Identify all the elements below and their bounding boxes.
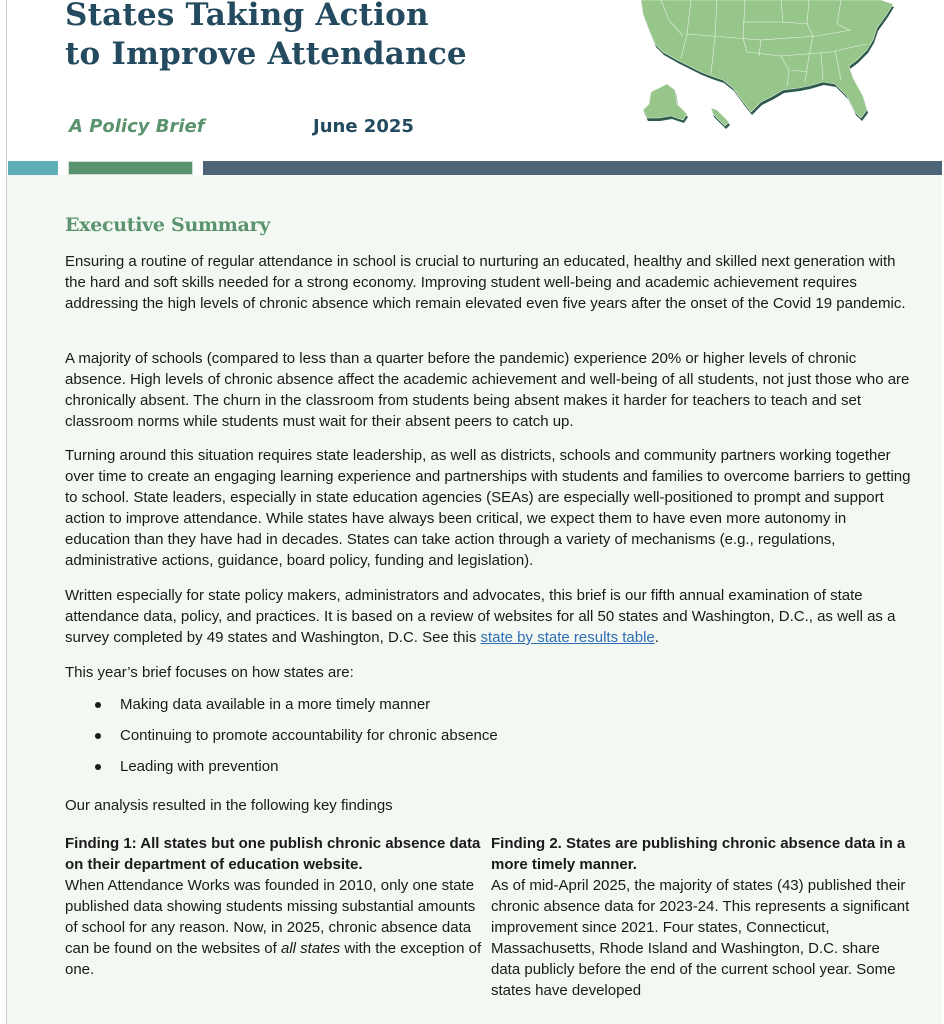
findings-intro: Our analysis resulted in the following key findings bbox=[65, 797, 393, 814]
bullet-icon bbox=[95, 764, 101, 770]
state-results-table-link[interactable]: state by state results table bbox=[480, 629, 655, 646]
summary-paragraph-1: Ensuring a routine of regular attendance in school is crucial to nurturing an educated, healthy and skilled next generation with the hard and soft skills needed for a strong economy. Improving student well-being and academic achievement requires addressing the high levels of chronic absence which remain elevated even five years after the onset of the Covid 19 pandemic. bbox=[65, 253, 906, 312]
list-item bbox=[93, 725, 498, 756]
finding-1-title: Finding 1: All states but one publish chronic absence data on their department of education website. bbox=[65, 835, 481, 873]
decorative-bar-slate bbox=[203, 161, 942, 175]
list-item bbox=[93, 756, 498, 787]
publication-date: June 2025 bbox=[313, 116, 414, 137]
list-item-text: Making data available in a more timely manner bbox=[120, 696, 431, 713]
paragraph-text: Written especially for state policy makers, administrators and advocates, this brief is our fifth annual examination of state attendance data, policy, and practices. It is based on a review of websites for all 50 states and Washington, D.C., as well as a survey completed by 49 states and Washington, D.C. See this bbox=[65, 587, 896, 646]
finding-1-text-end: with the exception of one. bbox=[65, 940, 482, 978]
list-item-text: Leading with prevention bbox=[120, 758, 279, 775]
list-item bbox=[93, 694, 498, 725]
document-page bbox=[6, 0, 942, 1024]
page-header bbox=[7, 0, 943, 160]
list-item-text: Continuing to promote accountability for chronic absence bbox=[120, 727, 498, 744]
finding-1 bbox=[65, 833, 485, 980]
document-title bbox=[65, 0, 467, 74]
document-subtitle: A Policy Brief bbox=[69, 116, 205, 137]
bullet-icon bbox=[95, 733, 101, 739]
finding-1-text: When Attendance Works was founded in 2010, only one state published data showing students missing substantial amounts of school for any reason. Now, in 2025, chronic absence data can be found on the websites of bbox=[65, 877, 476, 957]
finding-1-body bbox=[65, 875, 485, 980]
paragraph-text-end: . bbox=[654, 629, 659, 646]
decorative-bar-teal bbox=[8, 161, 58, 175]
focus-list bbox=[93, 694, 498, 787]
section-heading: Executive Summary bbox=[65, 214, 271, 236]
summary-paragraph-4 bbox=[65, 585, 915, 648]
decorative-bar-green bbox=[68, 161, 193, 175]
title-line-2: to Improve Attendance bbox=[65, 36, 467, 72]
us-map-icon bbox=[631, 0, 901, 132]
finding-2-body: As of mid-April 2025, the majority of states (43) published their chronic absence data for 2023-24. This represents a significant improvement since 2021. Four states, Connecticut, Massachusetts, Rhode Island and Washington, D.C. share data publicly before the end of the current school year. Some states have developed bbox=[491, 877, 910, 999]
finding-2-title: Finding 2. States are publishing chronic absence data in a more timely manner. bbox=[491, 835, 906, 873]
bullet-icon bbox=[95, 702, 101, 708]
executive-summary-section bbox=[7, 175, 942, 1024]
finding-2 bbox=[491, 833, 911, 1001]
finding-1-emphasis: all states bbox=[280, 940, 341, 957]
summary-paragraph-2: A majority of schools (compared to less than a quarter before the pandemic) experience 20% or higher levels of chronic absence. High levels of chronic absence affect the academic achievement and well-being of all students, not just those who are chronically absent. The churn in the classroom from students being absent makes it harder for teachers to teach and set classroom norms while students must wait for their absent peers to catch up. bbox=[65, 350, 910, 430]
title-line-1: States Taking Action bbox=[65, 0, 429, 33]
focus-intro: This year’s brief focuses on how states are: bbox=[65, 664, 354, 681]
summary-paragraph-3: Turning around this situation requires state leadership, as well as districts, schools and community partners working together over time to create an engaging learning experience and partnerships with students and families to overcome barriers to getting to school. State leaders, especially in state education agencies (SEAs) are especially well-positioned to prompt and support action to improve attendance. While states have always been critical, we expect them to have even more autonomy in education than they have had in decades. States can take action through a variety of mechanisms (e.g., regulations, administrative actions, guidance, board policy, funding and legislation). bbox=[65, 447, 911, 569]
